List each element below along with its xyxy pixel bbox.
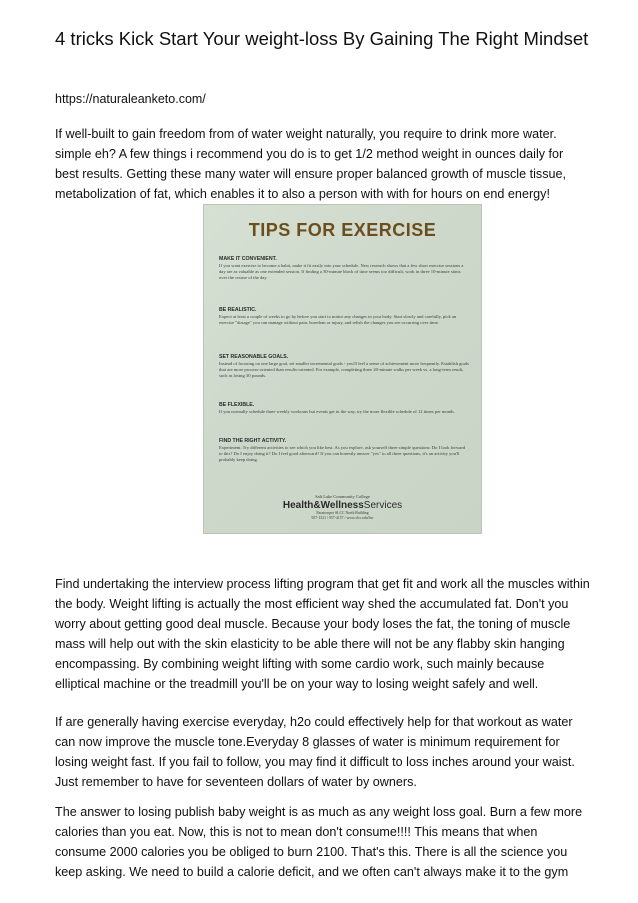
poster-section-body: Expect at least a couple of weeks to go by before you start to notice any changes in your body. Start slowly and carefully, pick an exercise "dosage" you can manage without pain, boredom or injury, and relish the changes you see occurring over time. — [219, 314, 457, 325]
poster-section-heading: SET REASONABLE GOALS. — [219, 354, 289, 360]
logo-contact: 957-1521 / 957-4157 / www.slcc.edu/hw — [311, 516, 374, 520]
logo-address: Paratrooper SLCC North Building — [316, 511, 369, 515]
logo-college-name: Salt Lake Community College — [315, 494, 370, 499]
poster-section-5 — [219, 438, 469, 462]
poster-section-4 — [219, 402, 469, 415]
poster-section-heading: FIND THE RIGHT ACTIVITY. — [219, 438, 287, 444]
poster-title: TIPS FOR EXERCISE — [248, 220, 437, 240]
logo-wordmark-bold: Health&Wellness — [282, 500, 364, 511]
paragraph-4: The answer to losing publish baby weight is as much as any weight loss goal. Burn a few more calories than you eat. Now, this is not to mean don't consume!!!! This means that when consume 2000 calories you be obliged to burn 2100. That's this. There is all the science you keep asking. We need to build a calorie deficit, and we often can't always make it to the gym — [55, 805, 583, 880]
tips-for-exercise-poster — [203, 204, 482, 534]
document-title: 4 tricks Kick Start Your weight-loss By Gaining The Right Mindset — [55, 28, 589, 49]
paragraph-2: Find undertaking the interview process lifting program that get fit and work all the muscles within the body. Weight lifting is actually the most efficient way shed the accumulated fat. Don't you worry about getting good deal muscle. Because your body loses the fat, the toning of muscle mass will help out with the skin elasticity to be able there will not be any flabby skin hanging encompassing. By combining weight lifting with some cardio work, such mainly because elliptical machine or the treadmill you'll be on your way to losing weight safely and well. — [55, 577, 590, 692]
poster-section-body: If you normally schedule three weekly workouts but events get in the way, try the more flexible schedule of 12 times per month. — [219, 409, 455, 414]
paragraph-3: If are generally having exercise everyday, h2o could effectively help for that workout as water can now improve the muscle tone.Everyday 8 glasses of water is minimum requirement for losing weight fast. If you fail to follow, you may find it difficult to loss inches around your waist. Just remember to have for seventeen dollars of water by owners. — [55, 715, 575, 790]
source-url: https://naturaleanketo.com/ — [55, 92, 206, 106]
logo-wordmark-light: Services — [363, 500, 403, 511]
health-wellness-logo — [203, 494, 482, 521]
poster-section-heading: MAKE IT CONVENIENT. — [219, 256, 277, 262]
poster-section-3 — [219, 354, 469, 378]
poster-section-heading: BE FLEXIBLE. — [219, 402, 255, 408]
poster-section-heading: BE REALISTIC. — [219, 307, 257, 313]
paragraph-1: If well-built to gain freedom from of water weight naturally, you require to drink more water. simple eh? A few things i recommend you do is to get 1/2 method weight in ounces daily for best results. Getting these many water will ensure proper balanced growth of muscle tissue, metabolization of fat, which enables it to also a person with with for hours on end energy! — [55, 127, 566, 202]
poster-section-1 — [219, 256, 469, 280]
poster-section-2 — [219, 307, 469, 326]
poster-section-body: If you want exercise to become a habit, make it fit easily into your schedule. New research shows that a few short exercise sessions a day are as valuable as one extended session. If finding a 30-minute block of time seems too difficult, work in three 10-minute stints over the course of the day. — [219, 263, 464, 280]
poster-section-body: Experiment. Try different activities to see which you like best. As you explore, ask yourself three simple questions: Do I look forward to this? Do I enjoy doing it? Do I feel good afterward? If you can honestly answer "yes" to all three questions, it's an activity you'll probably keep doing. — [219, 445, 466, 462]
logo-wordmark — [203, 500, 482, 511]
poster-section-body: Instead of focusing on one large goal, set smaller incremental goals - you'll feel a sense of achievement more frequently. Establish goals that are more process-oriented than results-oriented. For example, completing three 20-minute walks per week vs. a long-term result, such as losing 30 pounds. — [219, 361, 469, 378]
